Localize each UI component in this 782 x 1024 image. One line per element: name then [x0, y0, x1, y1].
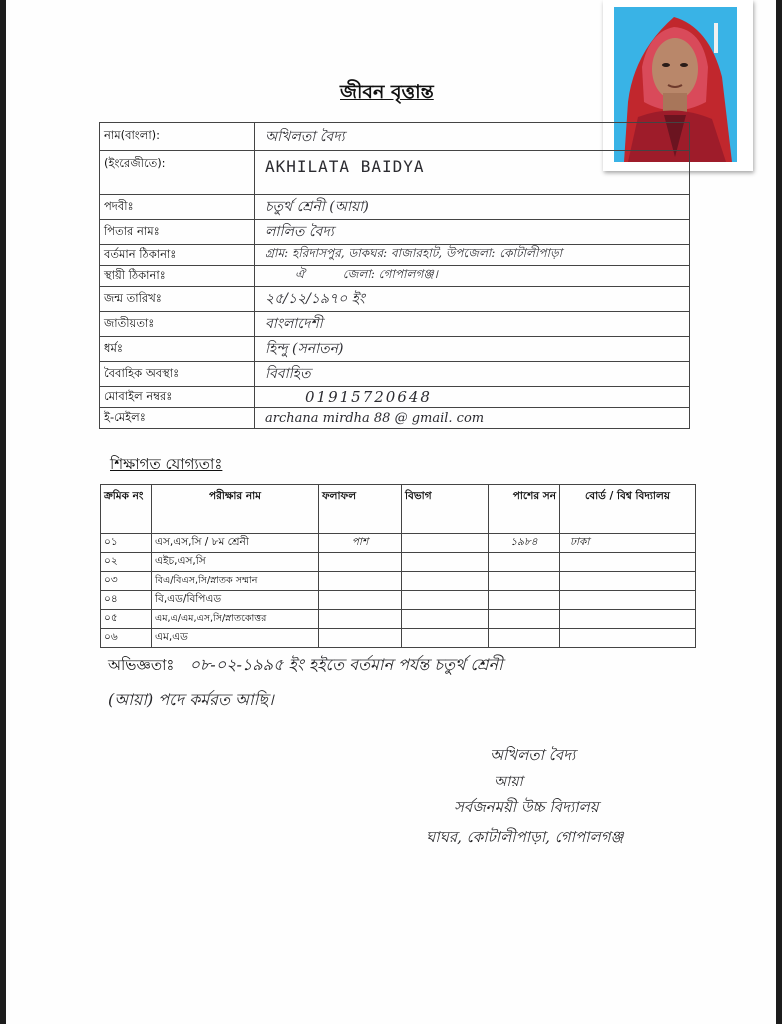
cell-sl: ০৩ — [101, 572, 152, 591]
info-row — [100, 195, 690, 220]
cell-sl: ০৫ — [101, 610, 152, 629]
experience-line-2: (আয়া) পদে কর্মরত আছি। — [108, 690, 274, 709]
cell-sl: ০৬ — [101, 629, 152, 648]
cell-exam: এইচ,এস,সি — [152, 553, 319, 572]
info-label: বর্তমান ঠিকানাঃ — [100, 245, 255, 266]
cell-exam: বি,এড/বিপিএড — [152, 591, 319, 610]
info-value: ঐ জেলা: গোপালগঞ্জ। — [255, 266, 690, 287]
cell-board — [560, 610, 696, 629]
info-value: 01915720648 — [255, 387, 690, 408]
table-row — [101, 610, 696, 629]
header-result: ফলাফল — [319, 485, 402, 534]
experience-label: অভিজ্ঞতাঃ — [108, 656, 175, 674]
personal-info-table — [99, 122, 690, 429]
info-value: অখিলতা বৈদ্য — [255, 123, 690, 151]
cell-board — [560, 553, 696, 572]
info-row — [100, 287, 690, 312]
cell-board — [560, 591, 696, 610]
info-row — [100, 220, 690, 245]
signature-institution: সর্বজনময়ী উচ্চ বিদ্যালয় — [454, 798, 599, 816]
cell-year — [489, 591, 560, 610]
info-label: (ইংরেজীতে): — [100, 151, 255, 195]
info-value: বাংলাদেশী — [255, 312, 690, 337]
info-value: চতুর্থ শ্রেনী (আয়া) — [255, 195, 690, 220]
info-value: বিবাহিত — [255, 362, 690, 387]
cell-sl: ০২ — [101, 553, 152, 572]
document-page — [6, 0, 776, 1024]
cell-result — [319, 629, 402, 648]
signature-designation: আয়া — [494, 774, 523, 790]
document-title: জীবন বৃত্তান্ত — [340, 81, 434, 103]
experience-line-1: ০৮-০২-১৯৯৫ ইং হইতে বর্তমান পর্যন্ত চতুর্থ শ্রেনী — [189, 655, 503, 674]
cell-division — [402, 610, 489, 629]
header-board: বোর্ড / বিশ্ব বিদ্যালয় — [560, 485, 696, 534]
cell-division — [402, 553, 489, 572]
info-row — [100, 362, 690, 387]
cell-division — [402, 534, 489, 553]
experience-section — [108, 652, 728, 714]
info-label: মোবাইল নম্বরঃ — [100, 387, 255, 408]
info-row — [100, 312, 690, 337]
education-header-row — [101, 485, 696, 534]
cell-division — [402, 572, 489, 591]
info-label: স্থায়ী ঠিকানাঃ — [100, 266, 255, 287]
info-row — [100, 151, 690, 195]
cell-board — [560, 629, 696, 648]
cell-exam: বিএ/বিএস,সি/স্নাতক সম্মান — [152, 572, 319, 591]
info-label: বৈবাহিক অবস্থাঃ — [100, 362, 255, 387]
info-row — [100, 123, 690, 151]
info-label: জন্ম তারিখঃ — [100, 287, 255, 312]
info-label: নাম(বাংলা): — [100, 123, 255, 151]
cell-result — [319, 553, 402, 572]
cell-board — [560, 572, 696, 591]
signature-address: ঘাঘর, কোটালীপাড়া, গোপালগঞ্জ — [426, 828, 624, 846]
cell-result — [319, 591, 402, 610]
cell-year — [489, 610, 560, 629]
info-label: পিতার নামঃ — [100, 220, 255, 245]
education-title: শিক্ষাগত যোগ্যতাঃ — [110, 455, 223, 473]
header-year: পাশের সন — [489, 485, 560, 534]
info-value: AKHILATA BAIDYA — [255, 151, 690, 195]
info-row — [100, 387, 690, 408]
header-exam: পরীক্ষার নাম — [152, 485, 319, 534]
cell-sl: ০৪ — [101, 591, 152, 610]
info-label: পদবীঃ — [100, 195, 255, 220]
info-value: লালিত বৈদ্য — [255, 220, 690, 245]
info-label: জাতীয়তাঃ — [100, 312, 255, 337]
cell-exam: এম,এড — [152, 629, 319, 648]
cell-exam: এম,এ/এম,এস,সি/স্নাতকোত্তর — [152, 610, 319, 629]
cell-year — [489, 553, 560, 572]
info-label: ধর্মঃ — [100, 337, 255, 362]
cell-board: ঢাকা — [560, 534, 696, 553]
education-table — [100, 484, 696, 648]
info-row — [100, 266, 690, 287]
cell-year — [489, 572, 560, 591]
cell-year — [489, 629, 560, 648]
cell-result — [319, 610, 402, 629]
info-value: হিন্দু (সনাতন) — [255, 337, 690, 362]
cell-year: ১৯৮৪ — [489, 534, 560, 553]
table-row — [101, 629, 696, 648]
table-row — [101, 534, 696, 553]
table-row — [101, 572, 696, 591]
table-row — [101, 591, 696, 610]
info-value: archana mirdha 88 @ gmail. com — [255, 408, 690, 429]
info-row — [100, 337, 690, 362]
info-row — [100, 245, 690, 266]
cell-result — [319, 572, 402, 591]
table-row — [101, 553, 696, 572]
info-value: ২৫/১২/১৯৭০ ইং — [255, 287, 690, 312]
cell-division — [402, 629, 489, 648]
cell-sl: ০১ — [101, 534, 152, 553]
info-value: গ্রাম: হরিদাসপুর, ডাকঘর: বাজারহাট, উপজেলা: কোটালীপাড়া — [255, 245, 690, 266]
header-division: বিভাগ — [402, 485, 489, 534]
cell-result: পাশ — [319, 534, 402, 553]
cell-division — [402, 591, 489, 610]
signature-name: অখিলতা বৈদ্য — [490, 746, 576, 764]
info-row — [100, 408, 690, 429]
info-label: ই-মেইলঃ — [100, 408, 255, 429]
cell-exam: এস,এস,সি / ৮ম শ্রেনী — [152, 534, 319, 553]
header-sl: ক্রমিক নং — [101, 485, 152, 534]
